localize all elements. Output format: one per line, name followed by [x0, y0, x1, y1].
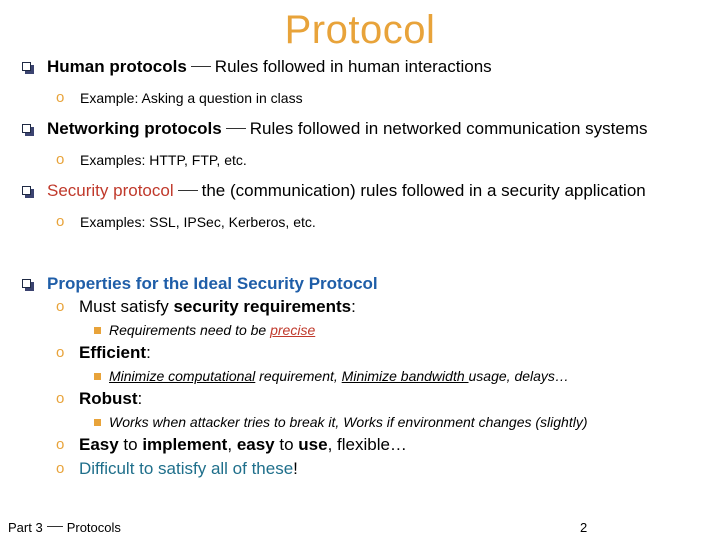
easy-2: easy — [236, 435, 275, 454]
properties-heading: Properties for the Ideal Security Protocol — [47, 274, 378, 293]
eff-mid: requirement, — [255, 368, 342, 384]
to-1: to — [118, 435, 143, 454]
robust-detail-text: Works when attacker tries to break it, Works if environment changes (slightly) — [109, 414, 588, 430]
implement: implement — [142, 435, 228, 454]
req-precise: precise — [270, 322, 316, 338]
eff-underline-2: Minimize bandwidth — [341, 368, 469, 384]
dash-icon — [178, 190, 198, 191]
circle-bullet-icon: o — [56, 89, 65, 106]
eff-underline-1: Minimize computational — [109, 368, 256, 384]
circle-bullet-icon: o — [56, 298, 65, 315]
dash-icon — [226, 128, 246, 129]
satisfy-suffix: : — [351, 297, 356, 316]
bullet-security-protocol — [47, 181, 646, 201]
eff-end: usage, delays… — [468, 368, 569, 384]
page-number: 2 — [580, 520, 588, 535]
slide-title: Protocol — [284, 8, 436, 52]
term-human-protocols: Human protocols — [47, 57, 187, 76]
circle-bullet-icon: o — [56, 344, 65, 361]
satisfy-bold: security requirements — [173, 297, 352, 316]
desc-security-protocol: the (communication) rules followed in a security application — [201, 181, 646, 200]
square-bullet-icon — [22, 62, 34, 74]
circle-bullet-icon: o — [56, 460, 65, 477]
circle-bullet-icon: o — [56, 436, 65, 453]
difficult-text: Difficult to satisfy all of these — [79, 459, 294, 478]
term-networking-protocols: Networking protocols — [47, 119, 222, 138]
small-square-bullet-icon — [94, 419, 101, 426]
comma-1: , — [227, 435, 237, 454]
efficient-label: Efficient — [79, 343, 147, 362]
dash-icon — [191, 66, 211, 67]
prop-robust — [79, 389, 142, 409]
footer-label — [8, 520, 121, 535]
small-square-bullet-icon — [94, 327, 101, 334]
desc-human-protocols: Rules followed in human interactions — [214, 57, 492, 76]
circle-bullet-icon: o — [56, 151, 65, 168]
use: use — [298, 435, 328, 454]
flexible: , flexible… — [327, 435, 407, 454]
prop-easy — [79, 435, 407, 455]
term-security-protocol: Security protocol — [47, 181, 174, 200]
easy-1: Easy — [79, 435, 119, 454]
efficient-colon: : — [146, 343, 151, 362]
bullet-networking-protocols — [47, 119, 648, 139]
prop-robust-detail — [94, 414, 588, 430]
bullet-human-protocols — [47, 57, 492, 77]
req-prefix: Requirements need to be — [109, 322, 271, 338]
robust-colon: : — [137, 389, 143, 408]
footer-part: Part 3 — [8, 520, 43, 535]
sub-human-protocols: Example: Asking a question in class — [80, 90, 303, 106]
small-square-bullet-icon — [94, 373, 101, 380]
to-2: to — [274, 435, 299, 454]
prop-satisfy — [79, 297, 356, 317]
prop-efficient — [79, 343, 151, 363]
difficult-bang: ! — [293, 459, 298, 478]
sub-networking-protocols: Examples: HTTP, FTP, etc. — [80, 152, 247, 168]
square-bullet-icon — [22, 186, 34, 198]
desc-networking-protocols: Rules followed in networked communication systems — [249, 119, 648, 138]
footer-section: Protocols — [66, 520, 121, 535]
robust-label: Robust — [79, 389, 138, 408]
circle-bullet-icon: o — [56, 213, 65, 230]
satisfy-prefix: Must satisfy — [79, 297, 174, 316]
circle-bullet-icon: o — [56, 390, 65, 407]
square-bullet-icon — [22, 124, 34, 136]
prop-efficient-detail — [94, 368, 569, 384]
prop-difficult — [79, 459, 298, 479]
square-bullet-icon — [22, 279, 34, 291]
dash-icon — [47, 526, 63, 527]
sub-security-protocol: Examples: SSL, IPSec, Kerberos, etc. — [80, 214, 316, 230]
prop-requirements-detail — [94, 322, 315, 338]
